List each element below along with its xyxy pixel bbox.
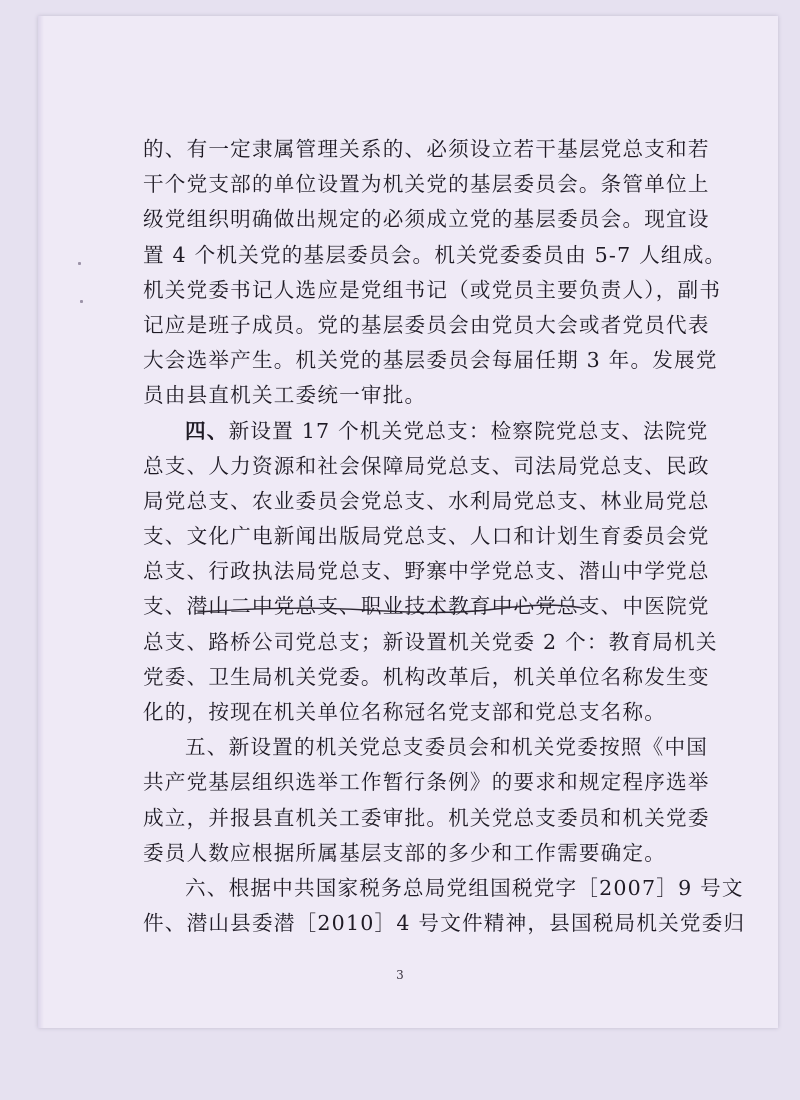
section-5-line: 成立，并报县直机关工委审批。机关党总支委员和机关党委	[143, 805, 710, 830]
section-5-first-line: 五、新设置的机关党总支委员会和机关党委按照《中国	[185, 735, 709, 760]
paragraph-1-line: 机关党委书记人选应是党组书记（或党员主要负责人），副书	[143, 277, 722, 302]
section-6-line: 件、潜山县委潜［2010］4 号文件精神，县国税局机关党委归	[143, 911, 746, 936]
scan-speck	[80, 300, 83, 303]
paragraph-1-line: 大会选举产生。机关党的基层委员会每届任期 3 年。发展党	[143, 348, 718, 373]
section-4-first-line	[143, 414, 709, 449]
section-4-line: 化的，按现在机关单位名称冠名党支部和党总支名称。	[143, 700, 667, 724]
section-4-line: 总支、路桥公司党总支；新设置机关党委 2 个：教育局机关	[143, 629, 718, 654]
paragraph-1-line: 员由县直机关工委统一审批。	[143, 383, 427, 408]
section-4-line: 党委、卫生局机关党委。机构改革后，机关单位名称发生变	[143, 664, 710, 689]
underline-stroke	[198, 605, 584, 612]
section-4-line: 局党总支、农业委员会党总支、水利局党总支、林业局党总	[143, 488, 710, 513]
paragraph-1-line: 级党组织明确做出规定的必须成立党的基层委员会。现宜设	[143, 207, 710, 232]
paragraph-1-line: 的、有一定隶属管理关系的、必须设立若干基层党总支和若	[143, 137, 710, 161]
section-5-line: 共产党基层组织选举工作暂行条例》的要求和规定程序选举	[143, 770, 710, 795]
paragraph-1-line: 干个党支部的单位设置为机关党的基层委员会。条管单位上	[143, 172, 710, 197]
handwritten-underline	[196, 598, 586, 620]
section-6-first-line: 六、根据中共国家税务总局党组国税党字［2007］9 号文	[185, 875, 744, 900]
section-4-line: 支、潜山二中党总支、职业技术教育中心党总支、中医院党	[143, 594, 710, 619]
section-4-heading: 四、	[185, 418, 229, 443]
section-4-line: 总支、人力资源和社会保障局党总支、司法局党总支、民政	[143, 453, 710, 478]
section-4-text: 新设置 17 个机关党总支：检察院党总支、法院党	[228, 418, 709, 443]
section-5-line: 委员人数应根据所属基层支部的多少和工作需要确定。	[143, 840, 667, 865]
section-4-line: 支、文化广电新闻出版局党总支、人口和计划生育委员会党	[143, 524, 710, 549]
paper-left-edge	[38, 16, 44, 1028]
page-number: 3	[396, 968, 404, 982]
paragraph-1-line: 置 4 个机关党的基层委员会。机关党委委员由 5-7 人组成。	[143, 242, 727, 267]
document-body	[143, 132, 746, 941]
scan-speck	[78, 262, 81, 265]
section-4-line: 总支、行政执法局党总支、野寨中学党总支、潜山中学党总	[143, 559, 710, 584]
paragraph-1-line: 记应是班子成员。党的基层委员会由党员大会或者党员代表	[143, 312, 710, 337]
